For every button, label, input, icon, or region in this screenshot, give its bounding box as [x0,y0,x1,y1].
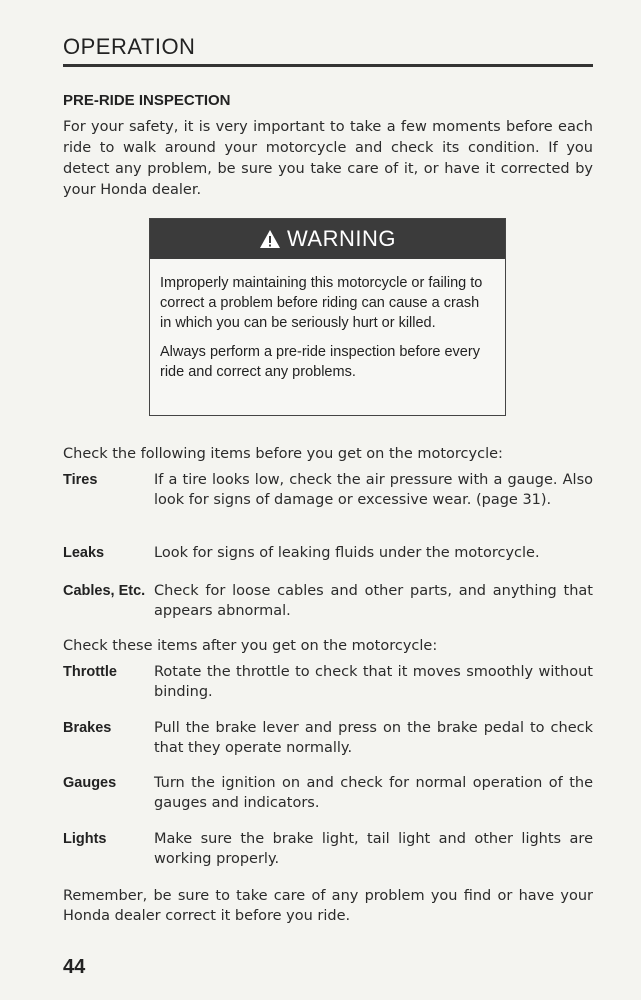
item-text: Make sure the brake light, tail light and other lights are working properly. [154,831,593,867]
closing-paragraph: Remember, be sure to take care of any problem you find or have your Honda dealer correct it before you ride. [63,888,593,924]
item-label: Throttle [63,664,117,680]
item-label: Brakes [63,720,112,736]
subheading: PRE-RIDE INSPECTION [63,92,231,109]
item-label: Gauges [63,775,117,791]
warning-box [149,218,506,416]
title-divider [63,64,593,67]
checklist-item-gauges [63,773,593,813]
warning-paragraph: Always perform a pre-ride inspection before every ride and correct any problems. [160,344,480,380]
item-label: Lights [63,831,107,847]
item-label: Tires [63,472,98,488]
checklist-item-tires [63,470,593,510]
before-ride-lead: Check the following items before you get on the motorcycle: [63,446,503,462]
warning-triangle-icon [259,229,281,249]
checklist-item-lights [63,829,593,869]
after-mount-lead: Check these items after you get on the motorcycle: [63,638,438,654]
checklist-item-brakes [63,718,593,758]
warning-header [150,219,505,259]
item-label: Cables, Etc. [63,583,146,599]
item-text: Look for signs of leaking fluids under the motorcycle. [154,545,540,561]
item-text: Rotate the throttle to check that it moves smoothly without binding. [154,664,593,700]
warning-title: WARNING [286,226,396,251]
intro-paragraph: For your safety, it is very important to take a few moments before each ride to walk around your motorcycle and check its condition. If you detect any problem, be sure you take care of it, or have it corrected by your Honda dealer. [63,119,593,198]
checklist-item-leaks [63,543,593,563]
item-label: Leaks [63,545,105,561]
item-text: Pull the brake lever and press on the brake pedal to check that they operate normally. [154,720,593,756]
warning-body [150,259,505,382]
checklist-item-throttle [63,662,593,702]
section-title: OPERATION [63,34,196,59]
checklist-item-cables [63,581,593,621]
item-text: If a tire looks low, check the air pressure with a gauge. Also look for signs of damage or excessive wear. (page 31). [154,472,593,508]
item-text: Turn the ignition on and check for normal operation of the gauges and indicators. [154,775,593,811]
page-number: 44 [63,956,86,978]
warning-paragraph: Improperly maintaining this motorcycle or failing to correct a problem before riding can cause a crash in which you can be seriously hurt or killed. [160,275,483,331]
item-text: Check for loose cables and other parts, and anything that appears abnormal. [154,583,593,619]
